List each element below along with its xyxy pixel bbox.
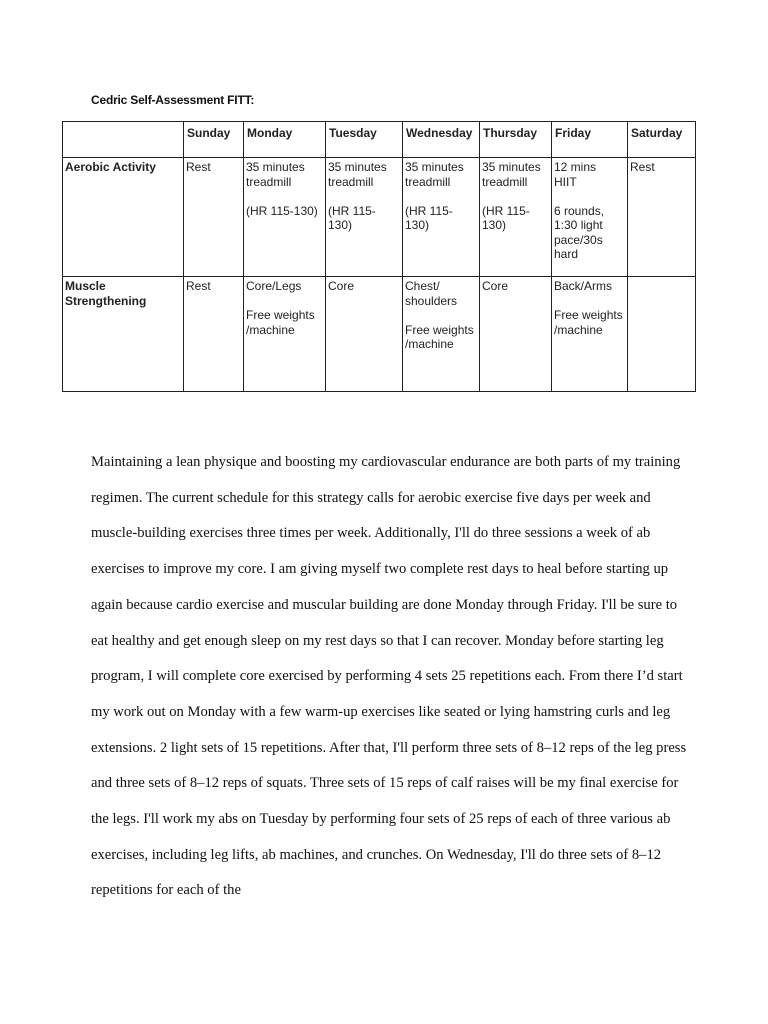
table-cell: Core/Legs Free weights /machine xyxy=(244,277,326,392)
day-header-wednesday: Wednesday xyxy=(403,122,480,158)
table-cell: Core xyxy=(480,277,552,392)
table-cell: 35 minutes treadmill (HR 115- 130) xyxy=(480,158,552,277)
table-cell: Chest/ shoulders Free weights /machine xyxy=(403,277,480,392)
table-cell: Rest xyxy=(184,158,244,277)
table-cell: 35 minutes treadmill (HR 115-130) xyxy=(244,158,326,277)
table-cell xyxy=(628,277,696,392)
row-label-muscle: Muscle Strengthening xyxy=(63,277,184,392)
corner-cell xyxy=(63,122,184,158)
table-cell: Back/Arms Free weights /machine xyxy=(552,277,628,392)
day-header-thursday: Thursday xyxy=(480,122,552,158)
table-cell: 35 minutes treadmill (HR 115- 130) xyxy=(326,158,403,277)
day-header-friday: Friday xyxy=(552,122,628,158)
body-paragraph: Maintaining a lean physique and boosting my cardiovascular endurance are both parts of my training regimen. The current schedule for this strategy calls for aerobic exercise five days per week and muscle-building exercises three times per week. Additionally, I'll do three sessions a week of ab exercises to improve my core. I am giving myself two complete rest days to heal before starting up again because cardio exercise and muscular building are done Monday through Friday. I'll be sure to eat healthy and get enough sleep on my rest days so that I can recover. Monday before starting leg program, I will complete core exercised by performing 4 sets 25 repetitions each. From there I’d start my work out on Monday with a few warm-up exercises like seated or lying hamstring curls and leg extensions. 2 light sets of 15 repetitions. After that, I'll perform three sets of 8–12 reps of the leg press and three sets of 8–12 reps of squats. Three sets of 15 reps of calf raises will be my final exercise for the legs. I'll work my abs on Tuesday by performing four sets of 25 reps of each of three various ab exercises, including leg lifts, ab machines, and crunches. On Wednesday, I'll do three sets of 8–12 repetitions for each of the xyxy=(91,454,687,899)
table-row-muscle xyxy=(63,277,696,392)
table-cell: 35 minutes treadmill (HR 115- 130) xyxy=(403,158,480,277)
table-row-aerobic xyxy=(63,158,696,277)
document-title: Cedric Self-Assessment FITT: xyxy=(91,93,255,107)
day-header-monday: Monday xyxy=(244,122,326,158)
table-cell: 12 mins HIIT 6 rounds, 1:30 light pace/30s hard xyxy=(552,158,628,277)
body-paragraph-container xyxy=(91,445,691,909)
row-label-aerobic: Aerobic Activity xyxy=(63,158,184,277)
table-cell: Rest xyxy=(184,277,244,392)
day-header-saturday: Saturday xyxy=(628,122,696,158)
table-header-row xyxy=(63,122,696,158)
table-cell: Rest xyxy=(628,158,696,277)
day-header-sunday: Sunday xyxy=(184,122,244,158)
table-cell: Core xyxy=(326,277,403,392)
fitt-schedule-table xyxy=(62,121,696,392)
day-header-tuesday: Tuesday xyxy=(326,122,403,158)
